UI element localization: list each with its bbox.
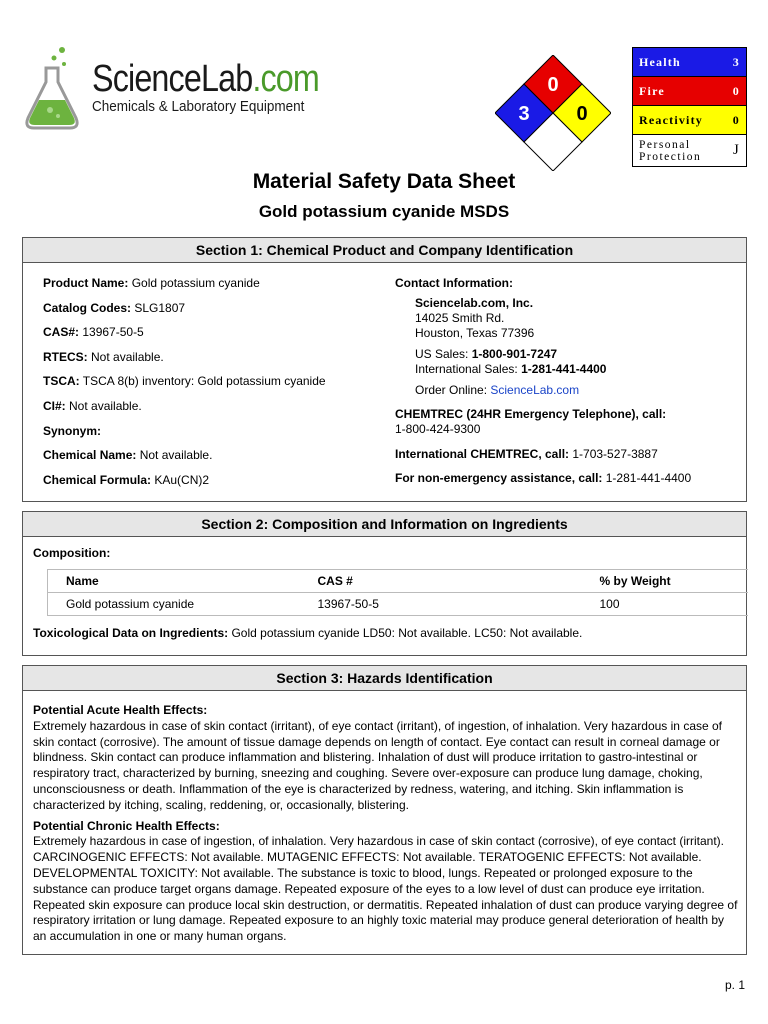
section-2-heading: Section 2: Composition and Information on Ingredients <box>23 512 746 537</box>
cas-row: CAS#: 13967-50-5 <box>43 325 144 340</box>
acute-effects-text: Extremely hazardous in case of skin contact (irritant), of eye contact (irritant), of ingestion, of inhalation. Very hazardous in case of skin contact (corrosive). The amount of tissue damage depends on length of contact. Eye contact can result in corneal damage or blindness. Skin contact can produce inflammation and blistering. Inhalation of dust will produce irritation to gastro-intestinal or respiratory tract, characterized by burning, sneezing and coughing. Severe over-exposure can produce lung damage, choking, unconsciousness or death. Inflammation of the eye is characterized by redness, watering, and itching. Skin inflammation is characterized by itching, scaling, reddening, or, occasionally, blistering. <box>33 718 723 812</box>
acute-effects-heading: Potential Acute Health Effects: <box>33 703 208 717</box>
chronic-effects-heading: Potential Chronic Health Effects: <box>33 818 220 833</box>
flask-icon <box>20 44 90 134</box>
order-online-link[interactable]: ScienceLab.com <box>490 383 580 397</box>
contact-label: Contact Information: <box>395 276 513 290</box>
non-emergency: For non-emergency assistance, call: 1-281-441-4400 <box>395 471 692 485</box>
contact-info <box>395 276 735 485</box>
intl-sales: International Sales: 1-281-441-4400 <box>415 362 607 376</box>
chemtrec-phone: 1-800-424-9300 <box>395 422 481 436</box>
section-3-heading: Section 3: Hazards Identification <box>23 666 746 691</box>
company-name: Sciencelab.com, Inc. <box>415 296 534 310</box>
composition-label: Composition: <box>33 546 111 560</box>
product-info <box>43 276 326 497</box>
table-row: Gold potassium cyanide 13967-50-5 100 <box>48 593 749 616</box>
chemtrec-label: CHEMTREC (24HR Emergency Telephone), call: <box>395 407 667 421</box>
section-2 <box>22 511 747 656</box>
hmis-rating-table <box>632 47 747 167</box>
section-1 <box>22 237 747 502</box>
nfpa-fire-value: 0 <box>547 74 559 96</box>
section-3 <box>22 665 747 955</box>
document-subtitle: Gold potassium cyanide MSDS <box>258 202 510 221</box>
table-header-row: Name CAS # % by Weight <box>48 570 749 593</box>
chronic-effects-text: Extremely hazardous in case of ingestion, of inhalation. Very hazardous in case of skin contact (corrosive), of eye contact (irritant). CARCINOGENIC EFFECTS: Not available. MUTAGENIC EFFECTS: Not available. TERATOGENIC EFFECTS: Not available. DEVELOPMENTAL TOXICITY: Not available. The substance is toxic to blood, lungs. Repeated or prolonged exposure to the substance can produce target organs damage. Repeated exposure of the eyes to a low level of dust can produce eye irritation. Repeated skin exposure can produce local skin destruction, or dermatitis. Repeated inhalation of dust can produce varying degree of respiratory irritation or lung damage. Repeated exposure to an highly toxic material may produce general deterioration of health by an accumulation in one or many human organs. <box>33 834 738 944</box>
brand-name: ScienceLab.com <box>92 58 319 100</box>
rtecs-row: RTECS: Not available. <box>43 349 164 364</box>
synonym-row: Synonym: <box>43 423 102 438</box>
chemical-formula-row: Chemical Formula: KAu(CN)2 <box>43 472 210 487</box>
nfpa-diamond <box>495 55 611 171</box>
section-1-heading: Section 1: Chemical Product and Company Identification <box>23 238 746 263</box>
tsca-row: TSCA: TSCA 8(b) inventory: Gold potassium cyanide <box>43 374 326 389</box>
hmis-reactivity-row: Reactivity 0 <box>633 106 746 135</box>
order-online: Order Online: ScienceLab.com <box>415 383 580 397</box>
us-sales: US Sales: 1-800-901-7247 <box>415 347 558 361</box>
product-name-row: Product Name: Gold potassium cyanide <box>43 276 260 290</box>
address-line-2: Houston, Texas 77396 <box>415 326 535 340</box>
page-number: p. 1 <box>724 978 745 992</box>
toxicological-data: Toxicological Data on Ingredients: Gold potassium cyanide LD50: Not available. LC50: Not available. <box>33 626 583 640</box>
chemical-name-row: Chemical Name: Not available. <box>43 448 213 463</box>
ci-row: CI#: Not available. <box>43 398 142 413</box>
composition-table <box>47 569 748 616</box>
nfpa-reactivity-value: 0 <box>576 103 588 125</box>
hmis-fire-row: Fire 0 <box>633 77 746 106</box>
brand-tagline: Chemicals & Laboratory Equipment <box>92 98 305 115</box>
document-title: Material Safety Data Sheet <box>252 170 516 193</box>
hmis-health-row: Health 3 <box>633 48 746 77</box>
nfpa-health-value: 3 <box>518 103 530 125</box>
intl-chemtrec: International CHEMTREC, call: 1-703-527-3887 <box>395 447 658 461</box>
catalog-codes-row: Catalog Codes: SLG1807 <box>43 300 186 315</box>
address-line-1: 14025 Smith Rd. <box>415 311 505 325</box>
sciencelab-logo <box>20 44 319 134</box>
hmis-personal-protection-row: Personal Protection J <box>633 135 746 166</box>
